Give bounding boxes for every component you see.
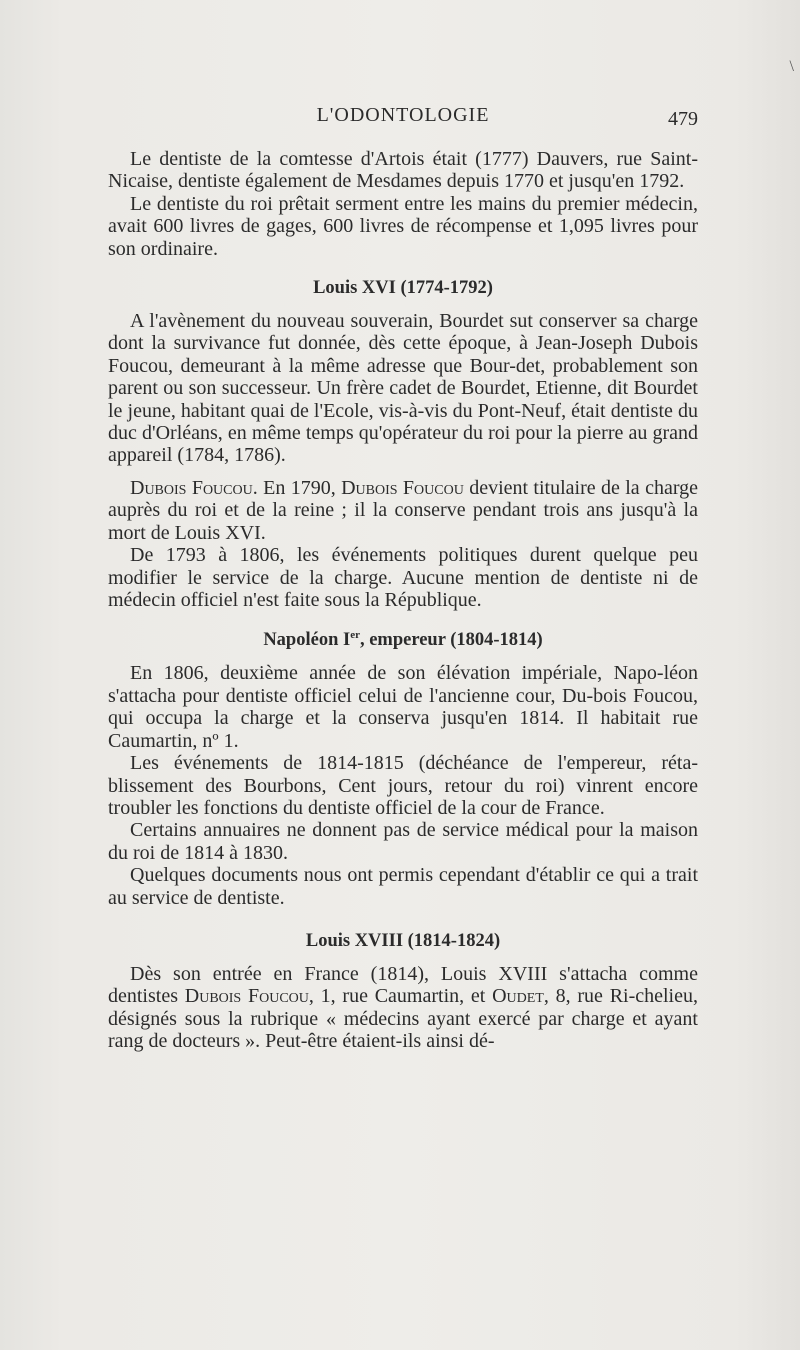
name-dubois-foucou: Dubois Foucou. [130,476,258,499]
napoleon-paragraph-2: Les événements de 1814-1815 (déchéance de l'empereur, réta-blissement des Bourbons, Cent jours, retour du roi) vinrent encore troubler les fonctions du dentiste officiel de la cour de France. [108,752,698,819]
name-oudet: Oudet [492,985,544,1008]
napoleon-paragraph-1: En 1806, deuxième année de son élévation impériale, Napo-léon s'attacha pour dentiste officiel celui de l'ancienne cour, Du-bois Foucou, qui occupa la charge et la conserva jusqu'en 1814. Il habitait rue Caumartin, nº 1. [108,662,698,752]
louis-xvi-paragraph-3: De 1793 à 1806, les événements politiques durent quelque peu modifier le service de la charge. Aucune mention de dentiste ni de médecin officiel n'est faite sous la République. [108,544,698,611]
body-text [108,148,698,1053]
heading-napoleon: Napoléon Ier, empereur (1804-1814) [263,629,543,651]
heading-louis-xviii: Louis XVIII (1814-1824) [305,930,501,951]
intro-paragraph-1: Le dentiste de la comtesse d'Artois était (1777) Dauvers, rue Saint-Nicaise, dentiste également de Mesdames depuis 1770 et jusqu'en 1792. [108,148,698,193]
name-dubois-foucou: Dubois Foucou [341,476,464,499]
name-dubois-foucou: Dubois Foucou [184,985,309,1008]
intro-paragraph-2: Le dentiste du roi prêtait serment entre les mains du premier médecin, avait 600 livres de gages, 600 livres de récompense et 1,095 livres pour son ordinaire. [108,192,698,260]
page-number: 479 [668,108,698,130]
louis-xvi-paragraph-1: A l'avènement du nouveau souverain, Bourdet sut conserver sa charge dont la survivance fut donnée, dès cette époque, à Jean-Joseph Dubois Foucou, demeurant à la même adresse que Bour-det, probablement son parent ou son successeur. Un frère cadet de Bourdet, Etienne, dit Bourdet le jeune, habitant quai de l'Ecole, vis-à-vis du Pont-Neuf, était dentiste du duc d'Orléans, en même temps qu'opérateur du roi pour la pierre au grand appareil (1784, 1786). [108,310,698,467]
corner-mark: \ [789,58,794,75]
running-title: L'ODONTOLOGIE [316,104,490,126]
napoleon-paragraph-4: Quelques documents nous ont permis cependant d'établir ce qui a trait au service de dentiste. [108,864,698,909]
louis-xvi-paragraph-2: Dubois Foucou. En 1790, Dubois Foucou devient titulaire de la charge auprès du roi et de la reine ; il la conserve pendant trois ans jusqu'à la mort de Louis XVI. [108,476,698,544]
louis-xviii-paragraph-1: Dès son entrée en France (1814), Louis XVIII s'attacha comme dentistes Dubois Foucou, 1, rue Caumartin, et Oudet, 8, rue Ri-chelieu, désignés sous la rubrique « médecins ayant exercé par charge et ayant rang de docteurs ». Peut-être étaient-ils ainsi dé- [108,962,698,1053]
heading-louis-xvi: Louis XVI (1774-1792) [313,278,493,299]
page-header [108,104,698,134]
napoleon-paragraph-3: Certains annuaires ne donnent pas de service médical pour la maison du roi de 1814 à 1830. [108,819,698,864]
